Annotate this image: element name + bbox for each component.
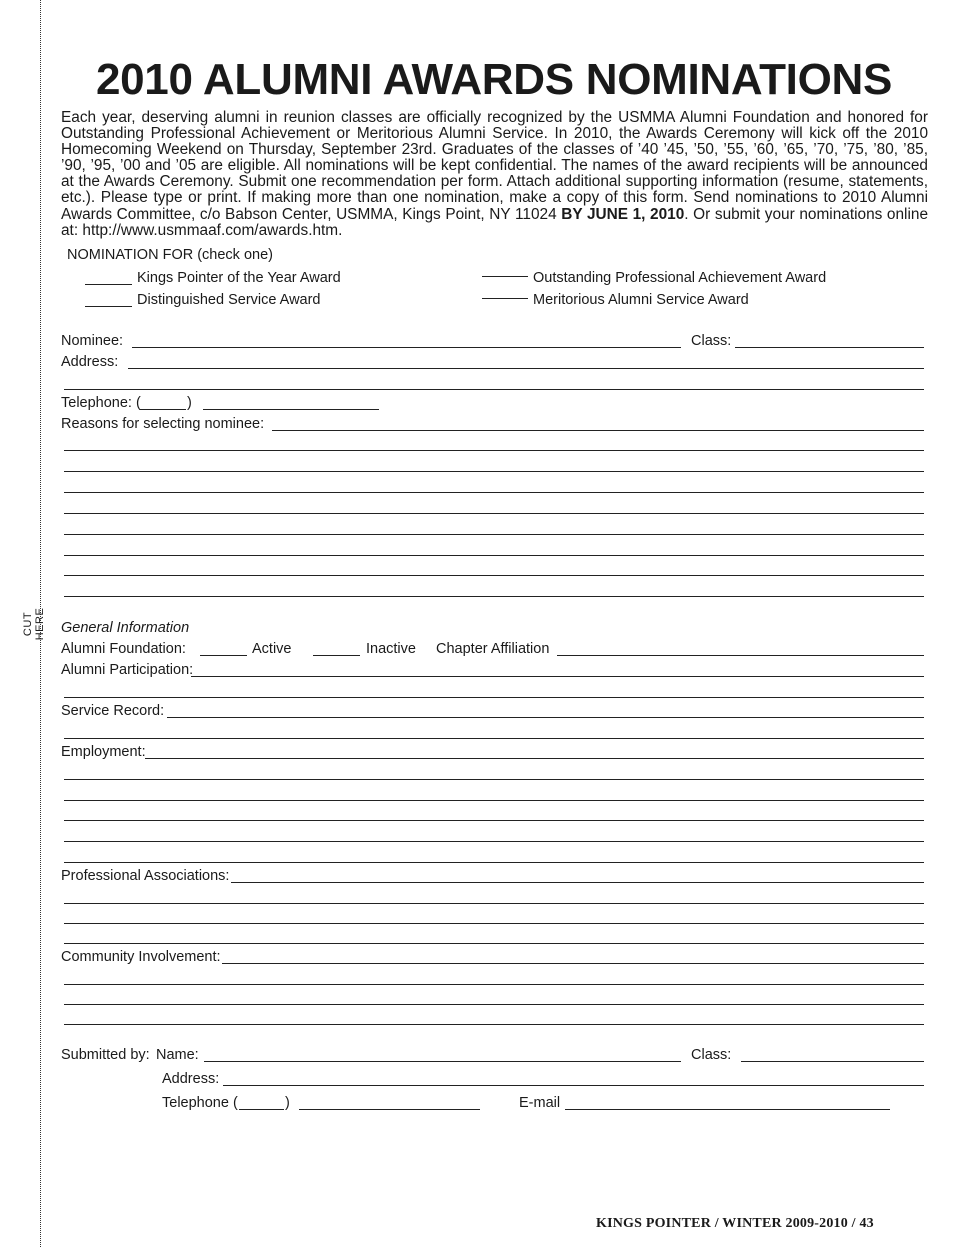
nominee-label: Nominee:	[61, 333, 124, 349]
reasons-field[interactable]	[272, 430, 924, 431]
submitter-area-code-field[interactable]	[239, 1109, 284, 1110]
employment-line[interactable]	[64, 820, 924, 821]
community-involvement-label: Community Involvement:	[61, 949, 221, 965]
submitter-email-field[interactable]	[565, 1109, 890, 1110]
employment-line[interactable]	[64, 862, 924, 863]
meritorious-checkbox[interactable]	[482, 298, 528, 299]
nominee-address-line-2[interactable]	[64, 389, 924, 390]
submitter-email-label: E-mail	[519, 1095, 561, 1111]
intro-deadline: BY JUNE 1, 2010	[561, 205, 685, 223]
community-involvement-line[interactable]	[64, 1004, 924, 1005]
professional-associations-label: Professional Associations:	[61, 868, 230, 884]
intro-paragraph	[61, 110, 928, 239]
page-title: 2010 ALUMNI AWARDS NOMINATIONS	[95, 55, 893, 104]
reasons-line[interactable]	[64, 575, 924, 576]
nominee-telephone-field[interactable]	[203, 409, 379, 410]
general-info-heading: General Information	[61, 620, 190, 636]
reasons-line[interactable]	[64, 534, 924, 535]
reasons-line[interactable]	[64, 450, 924, 451]
kings-pointer-label: Kings Pointer of the Year Award	[137, 270, 341, 286]
alumni-foundation-label: Alumni Foundation:	[61, 641, 186, 657]
distinguished-checkbox[interactable]	[85, 306, 132, 307]
chapter-affiliation-field[interactable]	[557, 655, 924, 656]
submitter-name-label: Name:	[156, 1047, 199, 1063]
active-checkbox[interactable]	[200, 655, 247, 656]
outstanding-label: Outstanding Professional Achievement Award	[533, 270, 827, 286]
service-record-line-2[interactable]	[64, 738, 924, 739]
distinguished-label: Distinguished Service Award	[137, 292, 321, 308]
reasons-label: Reasons for selecting nominee:	[61, 416, 265, 432]
nominee-class-label: Class:	[691, 333, 732, 349]
reasons-line[interactable]	[64, 555, 924, 556]
outstanding-checkbox[interactable]	[482, 276, 528, 277]
community-involvement-line[interactable]	[64, 984, 924, 985]
submitter-telephone-label: Telephone (	[162, 1095, 238, 1111]
employment-line[interactable]	[64, 841, 924, 842]
page-footer: KINGS POINTER / WINTER 2009-2010 / 43	[596, 1216, 874, 1231]
submitter-address-label: Address:	[162, 1071, 220, 1087]
submitter-class-label: Class:	[691, 1047, 732, 1063]
reasons-line[interactable]	[64, 492, 924, 493]
employment-line[interactable]	[64, 779, 924, 780]
alumni-participation-label: Alumni Participation:	[61, 662, 194, 678]
cut-here-label: CUT HERE	[22, 607, 46, 641]
nominee-address-field[interactable]	[128, 368, 924, 369]
reasons-line[interactable]	[64, 471, 924, 472]
employment-label: Employment:	[61, 744, 146, 760]
professional-associations-field[interactable]	[231, 882, 924, 883]
inactive-checkbox[interactable]	[313, 655, 360, 656]
alumni-participation-line-2[interactable]	[64, 697, 924, 698]
employment-line[interactable]	[64, 800, 924, 801]
submitter-telephone-field[interactable]	[299, 1109, 480, 1110]
submitter-address-field[interactable]	[223, 1085, 924, 1086]
submitted-by-label: Submitted by:	[61, 1047, 150, 1063]
submitter-class-field[interactable]	[741, 1061, 924, 1062]
professional-associations-line[interactable]	[64, 923, 924, 924]
nominee-telephone-label: Telephone: (	[61, 395, 141, 411]
employment-field[interactable]	[145, 758, 924, 759]
nominee-area-code-field[interactable]	[140, 409, 186, 410]
professional-associations-line[interactable]	[64, 943, 924, 944]
reasons-line[interactable]	[64, 513, 924, 514]
nominee-telephone-close: )	[187, 395, 192, 411]
nomination-heading: NOMINATION FOR (check one)	[67, 247, 273, 263]
alumni-participation-field[interactable]	[191, 676, 924, 677]
community-involvement-line[interactable]	[64, 1024, 924, 1025]
service-record-label: Service Record:	[61, 703, 165, 719]
intro-text: Each year, deserving alumni in reunion classes are officially recognized by the USMMA Alumni Foundation and honored for Outstanding Professional Achievement or Meritorious Alumni Service. In 2010, the Awards Ceremony will kick off the 2010 Homecoming Weekend on Thursday, September 23rd. Graduates of the classes of ’40 ’45, ’50, ’55, ’60, ’65, ’70, ’75, ’80, ’85, ’90, ’95, ’00 and ’05 are eligible. All nominations will be kept confidential. The names of the award recipients will be announced at the Awards Ceremony. Submit one recommendation per form. Attach additional supporting information (resume, statements, etc.). Please type or print. If making more than one nomination, make a copy of this form. Send nominations to 2010 Alumni Awards Committee, c/o Babson Center, USMMA, Kings Point, NY 11024	[61, 109, 928, 223]
nominee-class-field[interactable]	[735, 347, 924, 348]
chapter-affiliation-label: Chapter Affiliation	[436, 641, 550, 657]
meritorious-label: Meritorious Alumni Service Award	[533, 292, 749, 308]
submitter-name-field[interactable]	[204, 1061, 681, 1062]
kings-pointer-checkbox[interactable]	[85, 284, 132, 285]
submitter-telephone-close: )	[285, 1095, 290, 1111]
nominee-address-label: Address:	[61, 354, 119, 370]
community-involvement-field[interactable]	[222, 963, 924, 964]
nominee-field[interactable]	[132, 347, 681, 348]
service-record-field[interactable]	[167, 717, 924, 718]
professional-associations-line[interactable]	[64, 903, 924, 904]
reasons-line[interactable]	[64, 596, 924, 597]
intro-text-after: . Or submit your nominations online at: http://www.usmmaaf.com/awards.htm.	[61, 205, 929, 239]
active-label: Active	[252, 641, 292, 657]
inactive-label: Inactive	[366, 641, 416, 657]
